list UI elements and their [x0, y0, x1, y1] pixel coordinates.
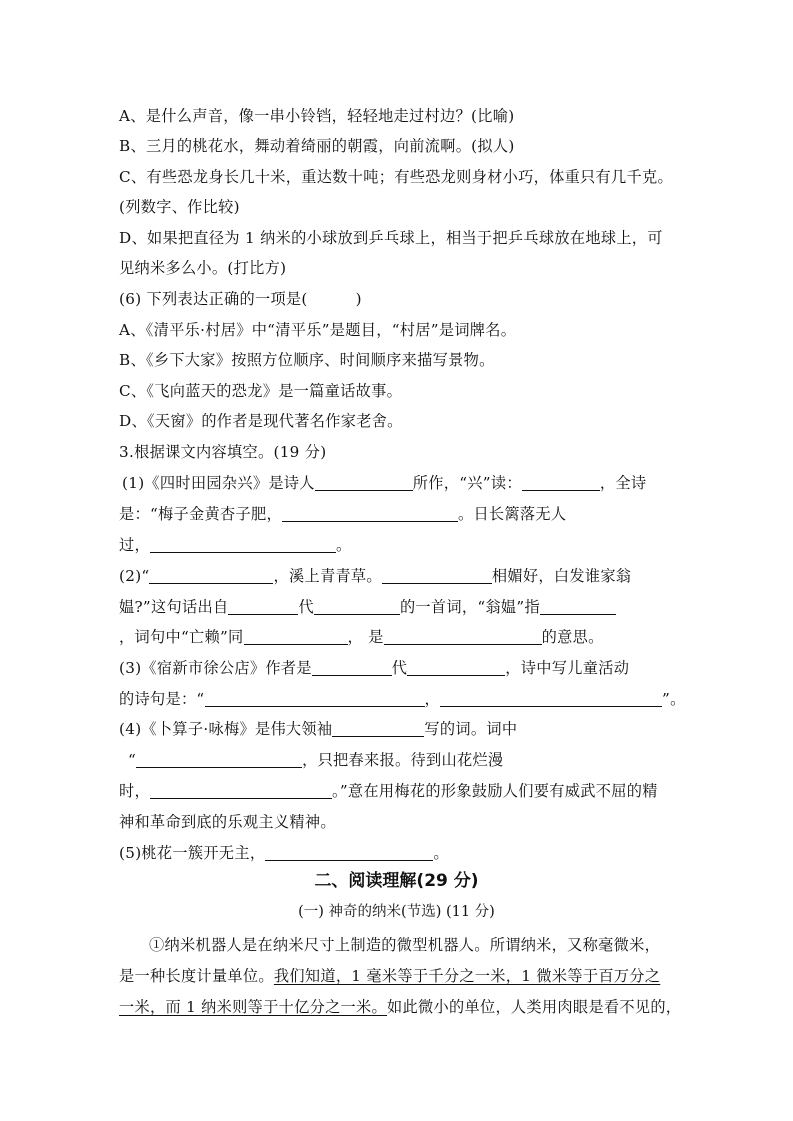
- q3-title: 3.根据课文内容填空。(19 分): [119, 443, 327, 461]
- q3-4-text-a: (4)《卜算子·咏梅》是伟大领袖: [119, 720, 333, 738]
- q6-option-c: C、《飞向蓝天的恐龙》是一篇童话故事。: [119, 382, 403, 400]
- passage-underlined-sentence-part1: 我们知道，1 毫米等于千分之一米，1 微米等于百万分之: [273, 967, 661, 985]
- q3-4-line4: 神和革命到底的乐观主义精神。: [119, 813, 336, 831]
- q3-2-text-a: (2)“: [119, 567, 150, 585]
- q3-1-line1: [122, 473, 646, 493]
- q6-stem-close: ): [355, 290, 362, 308]
- q3-2-line3: [119, 627, 604, 647]
- q5-option-b: B、三月的桃花水，舞动着绮丽的朝霞，向前流啊。(拟人): [119, 137, 515, 155]
- q3-1-text-b: 所作，“兴”读：: [412, 474, 522, 492]
- q3-3-verse-blank-2[interactable]: [440, 692, 662, 707]
- q3-1-verse-blank-1[interactable]: [282, 507, 458, 522]
- q3-1-text-g: 。: [335, 536, 352, 554]
- q3-1-verse-blank-2[interactable]: [150, 538, 336, 553]
- q3-5-text-a: (5)桃花一簇开无主，: [119, 844, 266, 862]
- q3-2-dynasty-blank[interactable]: [228, 600, 298, 615]
- q3-2-verse-blank-1[interactable]: [149, 569, 273, 584]
- q3-3-text-f: ”。: [662, 690, 686, 708]
- q3-4-verse-blank-1[interactable]: [136, 753, 302, 768]
- q3-1-text-f: 过，: [119, 536, 150, 554]
- passage-line3-text: 如此微小的单位，人类用肉眼是看不见的，: [387, 998, 682, 1016]
- q3-2-meaning-blank[interactable]: [384, 630, 542, 645]
- q3-2-text-h: ， 是: [347, 628, 384, 646]
- q3-1-text-e: 。日长篱落无人: [457, 505, 567, 523]
- q3-1-text-a: (1)《四时田园杂兴》是诗人: [122, 474, 315, 492]
- q5-option-c-line2: (列数字、作比较): [119, 198, 240, 216]
- q3-4-line2: [128, 750, 503, 770]
- passage-underlined-sentence-part2: 一米，而 1 纳米则等于十亿分之一米。: [119, 998, 388, 1016]
- q3-5-line1: [119, 843, 449, 863]
- passage-line1: ①纳米机器人是在纳米尺寸上制造的微型机器人。所谓纳米，又称毫微米，: [149, 936, 661, 954]
- q3-1-text-d: 是：“梅子金黄杏子肥，: [119, 505, 282, 523]
- q3-1-poet-blank[interactable]: [315, 476, 413, 491]
- q3-2-text-f: 的一首词，“翁媪”指: [399, 598, 540, 616]
- q3-3-line2: [119, 689, 686, 709]
- q3-4-leader-blank[interactable]: [332, 722, 424, 737]
- q5-option-d-line1: D、如果把直径为 1 纳米的小球放到乒乓球上，相当于把乒乓球放在地球上，可: [119, 229, 663, 247]
- q3-4-text-b: 写的词。词中: [424, 720, 518, 738]
- q3-4-text-c: “: [128, 751, 137, 769]
- q3-3-author-blank[interactable]: [407, 661, 505, 676]
- section-2-subtitle: (一) 神奇的纳米(节选) (11 分): [298, 904, 495, 920]
- passage-line3: [119, 997, 681, 1017]
- q5-option-c-line1: C、有些恐龙身长几十米，重达数十吨；有些恐龙则身材小巧，体重只有几千克。: [119, 168, 673, 186]
- q3-2-text-c: 相媚好，白发谁家翁: [491, 567, 632, 585]
- q3-1-line3: [119, 535, 351, 555]
- q3-2-wengao-blank[interactable]: [540, 600, 616, 615]
- q3-1-text-c: ，全诗: [599, 474, 647, 492]
- q3-2-text-g: ，词句中“亡赖”同: [119, 628, 244, 646]
- q3-5-verse-blank[interactable]: [265, 846, 433, 861]
- q3-2-text-d: 媪?”这句话出自: [119, 598, 229, 616]
- q3-1-pronunciation-blank[interactable]: [522, 476, 600, 491]
- q5-option-a: A、是什么声音，像一串小铃铛，轻轻地走过村边？(比喻): [119, 107, 515, 125]
- q3-3-text-c: ，诗中写儿童活动: [505, 659, 630, 677]
- q3-2-line2: [119, 597, 616, 617]
- q3-2-author-blank[interactable]: [314, 600, 400, 615]
- passage-line2-text: 是一种长度计量单位。: [119, 967, 274, 985]
- q6-stem-text: (6) 下列表达正确的一项是(: [119, 290, 308, 308]
- q3-2-text-i: 的意思。: [541, 628, 604, 646]
- q3-3-verse-blank-1[interactable]: [205, 692, 425, 707]
- q6-stem: [119, 289, 362, 309]
- q3-3-text-e: ，: [424, 690, 441, 708]
- q3-4-verse-blank-2[interactable]: [150, 784, 332, 799]
- q3-2-text-b: ，溪上青青草。: [273, 567, 382, 585]
- passage-line2: [119, 966, 660, 986]
- q6-option-a: A、《清平乐·村居》中“清平乐”是题目，“村居”是词牌名。: [119, 321, 517, 339]
- q3-4-text-f: 。”意在用梅花的形象鼓励人们要有威武不屈的精: [331, 782, 658, 800]
- q3-2-text-e: 代: [298, 598, 314, 616]
- q3-3-dynasty-blank[interactable]: [312, 661, 392, 676]
- q3-3-text-d: 的诗句是：“: [119, 690, 205, 708]
- q3-4-line1: [119, 719, 517, 739]
- q3-3-text-a: (3)《宿新市徐公店》作者是: [119, 659, 312, 677]
- q3-3-text-b: 代: [391, 659, 408, 677]
- q3-4-line3: [119, 781, 658, 801]
- q3-3-line1: [119, 658, 629, 678]
- q3-4-text-d: ，只把春来报。待到山花烂漫: [302, 751, 504, 769]
- q3-5-text-b: 。: [433, 844, 449, 862]
- q3-2-wanglai-blank[interactable]: [244, 630, 348, 645]
- section-2-title: 二、阅读理解(29 分): [314, 871, 479, 891]
- q3-4-text-e: 时，: [119, 782, 150, 800]
- q3-2-line1: [119, 566, 631, 586]
- q6-option-b: B、《乡下大家》按照方位顺序、时间顺序来描写景物。: [119, 351, 495, 369]
- q6-option-d: D、《天窗》的作者是现代著名作家老舍。: [119, 412, 403, 430]
- q5-option-d-line2: 见纳米多么小。(打比方): [119, 259, 287, 277]
- q3-1-line2: [119, 504, 566, 524]
- q3-2-verse-blank-2[interactable]: [382, 569, 492, 584]
